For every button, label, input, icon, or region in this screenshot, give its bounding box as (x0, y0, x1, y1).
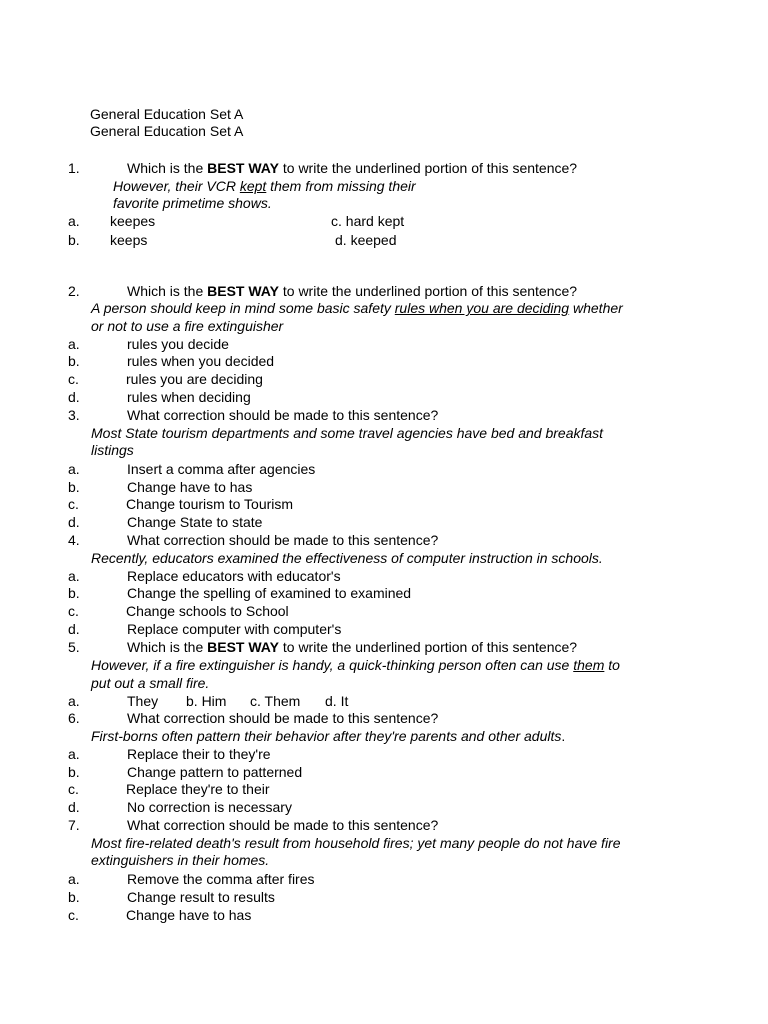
question-sentence: Most State tourism departments and some travel agencies have bed and breakfast (91, 425, 604, 441)
question-number: 4. (68, 532, 80, 548)
option-letter: b. (68, 764, 80, 780)
question-prompt: Which is the BEST WAY to write the underlined portion of this sentence? (127, 639, 578, 655)
answer-option: Replace their to they're (127, 746, 271, 762)
answer-option: d. It (325, 693, 349, 709)
answer-option: rules you are deciding (126, 371, 263, 387)
answer-option: They (127, 693, 159, 709)
underlined-portion: kept (239, 178, 267, 194)
option-letter: c. (68, 781, 79, 797)
answer-option: Change the spelling of examined to examined (127, 585, 412, 601)
question-number: 7. (68, 817, 80, 833)
option-letter: b. (68, 479, 80, 495)
option-letter: b. (68, 353, 80, 369)
answer-option: keepes (110, 213, 156, 229)
question-prompt: What correction should be made to this sentence? (127, 407, 439, 423)
answer-option: Change have to has (126, 907, 252, 923)
option-letter: b. (68, 889, 80, 905)
option-letter: a. (68, 746, 80, 762)
question-prompt: What correction should be made to this sentence? (127, 532, 439, 548)
question-sentence: or not to use a fire extinguisher (91, 318, 284, 334)
question-prompt: Which is the BEST WAY to write the underlined portion of this sentence? (127, 283, 578, 299)
answer-option: Replace computer with computer's (127, 621, 342, 637)
answer-option: b. Him (186, 693, 227, 709)
option-letter: a. (68, 336, 80, 352)
option-letter: c. (68, 907, 79, 923)
answer-option: Insert a comma after agencies (127, 461, 316, 477)
question-sentence: Recently, educators examined the effectiveness of computer instruction in schools. (91, 550, 603, 566)
option-letter: d. (68, 389, 80, 405)
option-letter: b. (68, 585, 80, 601)
question-prompt: Which is the BEST WAY to write the underlined portion of this sentence? (127, 160, 578, 176)
question-prompt: What correction should be made to this sentence? (127, 710, 439, 726)
question-number: 3. (68, 407, 80, 423)
answer-option: d. keeped (335, 232, 397, 248)
underlined-portion: them (573, 657, 605, 673)
option-letter: a. (68, 871, 80, 887)
question-sentence: put out a small fire. (91, 675, 210, 691)
question-number: 2. (68, 283, 80, 299)
answer-option: Replace they're to their (126, 781, 270, 797)
question-number: 6. (68, 710, 80, 726)
answer-option: Change schools to School (126, 603, 289, 619)
question-sentence: However, their VCR kept them from missing their (113, 178, 416, 194)
option-letter: c. (68, 603, 79, 619)
answer-option: Change have to has (127, 479, 253, 495)
question-sentence: First-borns often pattern their behavior after they're parents and other adults. (91, 728, 566, 744)
underlined-portion: rules when you are deciding (394, 300, 570, 316)
option-letter: a. (68, 693, 80, 709)
answer-option: rules you decide (127, 336, 229, 352)
question-sentence: A person should keep in mind some basic safety rules when you are deciding whether (91, 300, 623, 316)
answer-option: Change tourism to Tourism (126, 496, 294, 512)
question-sentence: listings (91, 442, 134, 458)
answer-option: Change pattern to patterned (127, 764, 303, 780)
answer-option: c. Them (250, 693, 301, 709)
answer-option: Change State to state (127, 514, 263, 530)
question-sentence: extinguishers in their homes. (91, 852, 270, 868)
question-number: 1. (68, 160, 80, 176)
answer-option: Replace educators with educator's (127, 568, 341, 584)
question-sentence: However, if a fire extinguisher is handy, a quick-thinking person often can use them to (91, 657, 620, 673)
option-letter: b. (68, 232, 80, 248)
option-letter: a. (68, 213, 80, 229)
question-sentence: Most fire-related death's result from household fires; yet many people do not have fire (91, 835, 621, 851)
document-title-repeat: General Education Set A (90, 123, 244, 139)
answer-option: c. hard kept (331, 213, 405, 229)
option-letter: a. (68, 461, 80, 477)
answer-option: Remove the comma after fires (127, 871, 315, 887)
question-sentence: favorite primetime shows. (113, 195, 272, 211)
option-letter: d. (68, 621, 80, 637)
answer-option: rules when you decided (127, 353, 275, 369)
question-number: 5. (68, 639, 80, 655)
answer-option: No correction is necessary (127, 799, 292, 815)
option-letter: d. (68, 514, 80, 530)
question-prompt: What correction should be made to this sentence? (127, 817, 439, 833)
document-title: General Education Set A (90, 106, 244, 122)
option-letter: c. (68, 496, 79, 512)
option-letter: c. (68, 371, 79, 387)
answer-option: Change result to results (127, 889, 275, 905)
answer-option: rules when deciding (127, 389, 251, 405)
option-letter: d. (68, 799, 80, 815)
option-letter: a. (68, 568, 80, 584)
answer-option: keeps (110, 232, 148, 248)
